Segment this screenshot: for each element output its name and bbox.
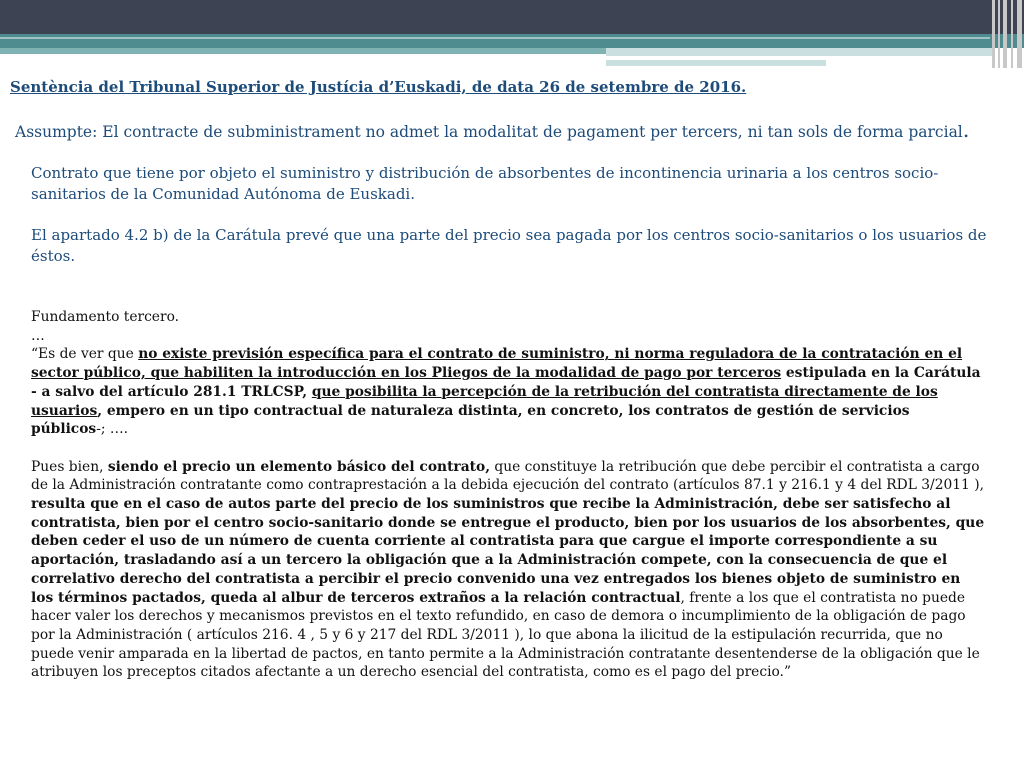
contract-paragraph-2: El apartado 4.2 b) de la Carátula prevé que una parte del precio sea pagada por los centros socio-sanitarios o los usuarios de éstos. (31, 226, 987, 265)
quote-underlined-2: que posibilita la percepción de la retribución del contratista directamente de los usuarios (31, 383, 938, 419)
pb-text-1: que constituye la retribución que debe percibir el contratista a cargo de la Administración contratante como contraprestación a la debida ejecución del contrato (artículos 87.1 y 216.1 y 4 del RDL 3/2011 ), (31, 458, 984, 494)
header-bar (0, 0, 1024, 34)
assumpte-line (15, 118, 1015, 142)
quote-open: “Es de ver que (31, 346, 139, 363)
fundamento-block (31, 308, 986, 682)
header-vertical-bars (990, 0, 1024, 68)
quote-underlined-1: no existe previsión específica para el contrato de suministro, ni norma reguladora de la contratación en el sector público, que habiliten la introducción en los Pliegos de la modalidad de pago por terceros (31, 346, 963, 382)
pues-bien-paragraph (31, 458, 986, 682)
header-stripe (0, 48, 606, 54)
contract-paragraph-1: Contrato que tiene por objeto el suministro y distribución de absorbentes de incontinencia urinaria a los centros socio- sanitarios de la Comunidad Autónoma de Euskadi. (31, 164, 939, 203)
title-end: . (741, 78, 747, 96)
header-stripe (0, 37, 990, 39)
quote-end: -; …. (96, 421, 129, 438)
pb-bold-1: siendo el precio un elemento básico del contrato, (107, 458, 491, 475)
pb-start: Pues bien, (31, 458, 108, 475)
pb-text-2: , frente a los que el contratista no puede hacer valer los derechos y mecanismos previstos en el texto refundido, en caso de demora o incumplimiento de la obligación de pago por la Administración ( artículos 216. 4 , 5 y 6 y 217 del RDL 3/2011 ), lo que abona la ilicitud de la estipulación recurrida, que no puede venir amparada en la libertad de pactos, en tanto permite a la Administración contratante desentenderse de la obligación que le atribuyen los preceptos citados afectante a un derecho esencial del contratista, como es el pago del precio.” (31, 589, 980, 681)
sentencia-title (10, 78, 1010, 96)
quote-bold-2: , empero en un tipo contractual de naturaleza distinta, en concreto, los contratos de gestión de servicios públicos (31, 402, 910, 438)
pb-bold-2: resulta que en el caso de autos parte del precio de los suministros que recibe la Administración, debe ser satisfecho al contratista, bien por el centro socio-sanitario donde se entregue el producto, bien por los usuarios de los absorbentes, que deben ceder el uso de un número de cuenta corriente al contratista para que cargue el importe correspondiente a su aportación, trasladando así a un tercero la obligación que a la Administración compete, con la consecuencia de que el correlativo derecho del contratista a percibir el precio convenido una vez entregados los bienes objeto de suministro en los términos pactados, queda al albur de terceros extraños a la relación contractual (31, 496, 985, 606)
quote-bold-1: estipulada en la Carátula - a salvo del artículo 281.1 TRLCSP, (31, 365, 981, 400)
title-text: Sentència del Tribunal Superior de Justícia d’Euskadi, de data 26 de setembre de 2016 (10, 78, 742, 96)
header-stripe (606, 60, 826, 66)
header-stripe (606, 48, 994, 56)
assumpte-text: Assumpte: El contracte de subministrament no admet la modalitat de pagament per tercers, ni tan sols de forma parcial (15, 123, 963, 141)
fundamento-ellipsis: … (31, 327, 45, 344)
contract-description (31, 163, 991, 287)
quote-paragraph (31, 345, 986, 439)
fundamento-heading: Fundamento tercero. (31, 309, 180, 325)
paragraph-gap (31, 439, 986, 458)
assumpte-end: . (962, 118, 970, 142)
